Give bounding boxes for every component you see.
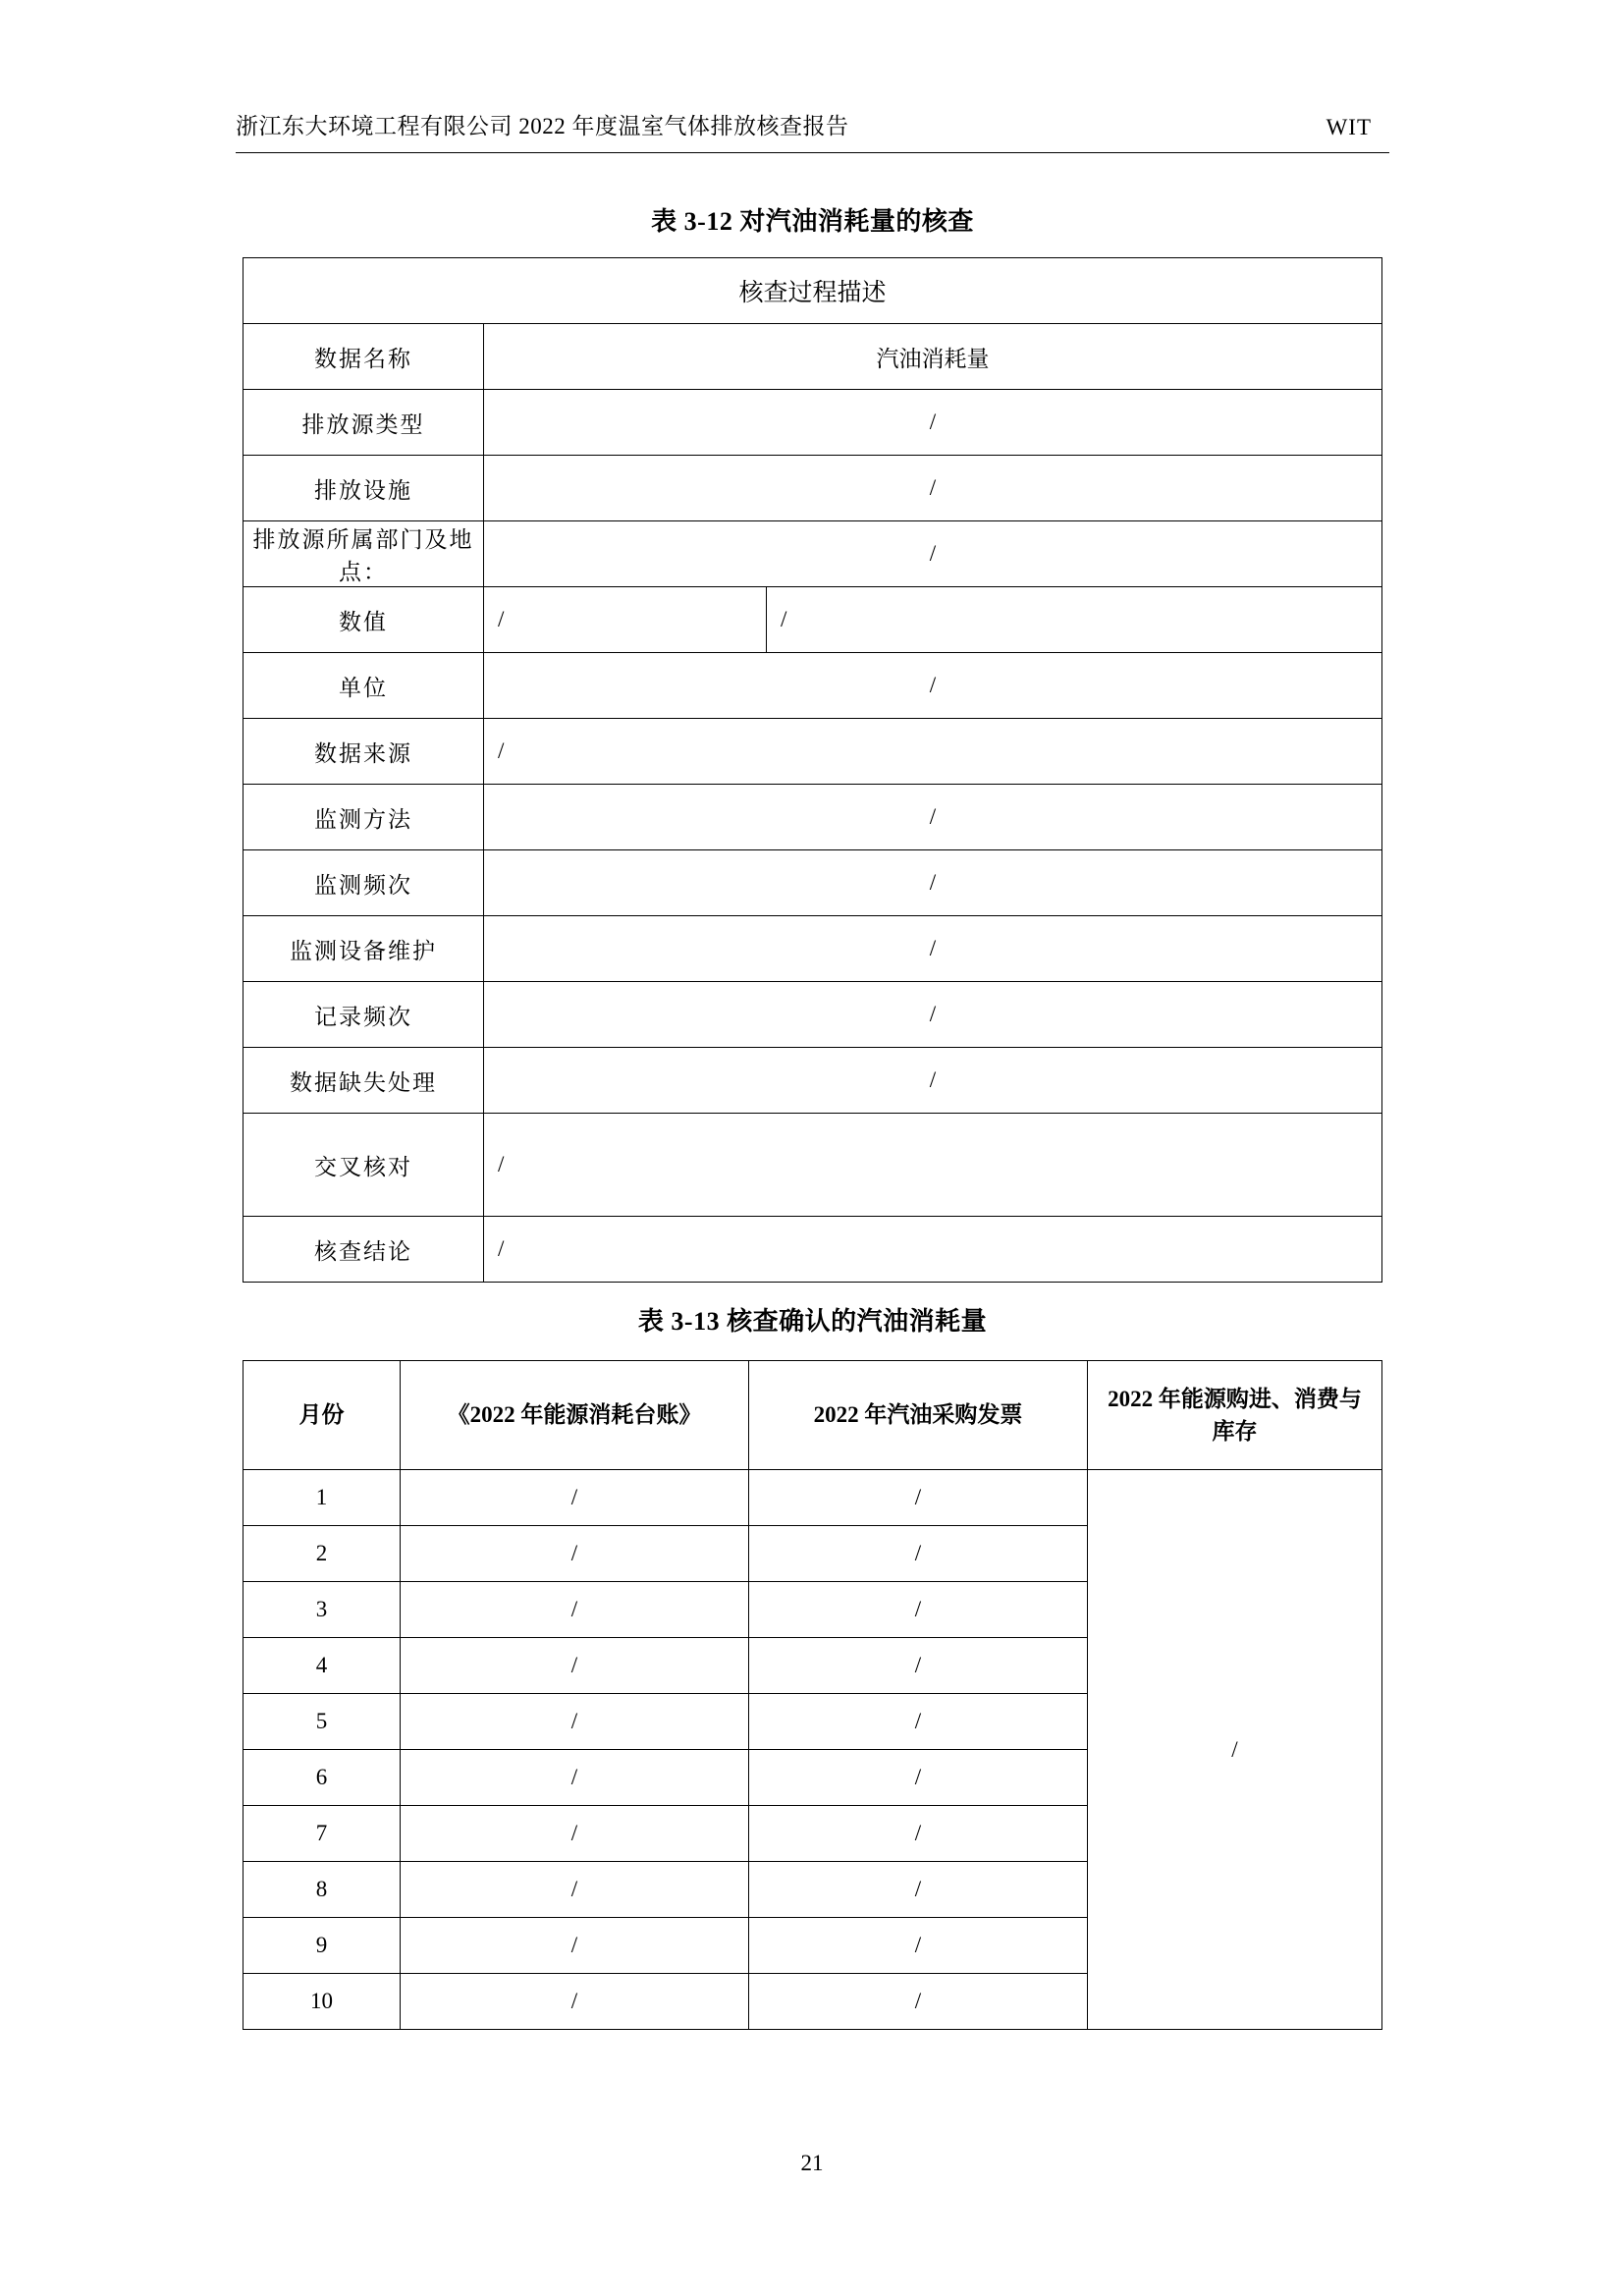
row-value-b: / (767, 587, 1382, 653)
cell-month: 9 (244, 1918, 401, 1974)
cell-invoice: / (749, 1750, 1088, 1806)
cell-invoice: / (749, 1918, 1088, 1974)
cell-month: 2 (244, 1526, 401, 1582)
row-value: / (484, 1114, 1382, 1217)
row-value: / (484, 785, 1382, 850)
row-label: 单位 (244, 653, 484, 719)
cell-month: 5 (244, 1694, 401, 1750)
row-label: 监测方法 (244, 785, 484, 850)
column-header-inventory: 2022 年能源购进、消费与库存 (1088, 1361, 1382, 1470)
row-value: / (484, 916, 1382, 982)
cell-ledger: / (401, 1470, 749, 1526)
table-row (244, 1048, 1382, 1114)
row-label: 记录频次 (244, 982, 484, 1048)
cell-invoice: / (749, 1638, 1088, 1694)
cell-invoice: / (749, 1862, 1088, 1918)
cell-inventory-merged: / (1088, 1470, 1382, 2030)
table-row (244, 719, 1382, 785)
row-label: 排放源所属部门及地点： (244, 521, 484, 587)
cell-ledger: / (401, 1974, 749, 2030)
table-row (244, 653, 1382, 719)
header-logo-text: WIT (1326, 115, 1372, 139)
header-title: 浙江东大环境工程有限公司 2022 年度温室气体排放核查报告 (236, 114, 849, 138)
row-label: 数据名称 (244, 324, 484, 390)
cell-ledger: / (401, 1918, 749, 1974)
row-label: 数值 (244, 587, 484, 653)
row-value: / (484, 1048, 1382, 1114)
row-value: 汽油消耗量 (484, 324, 1382, 390)
cell-invoice: / (749, 1526, 1088, 1582)
cell-ledger: / (401, 1694, 749, 1750)
row-value: / (484, 456, 1382, 521)
row-value: / (484, 982, 1382, 1048)
cell-ledger: / (401, 1638, 749, 1694)
table-2-caption: 表 3-13 核查确认的汽油消耗量 (637, 1307, 988, 1336)
table-row (244, 916, 1382, 982)
row-label: 排放设施 (244, 456, 484, 521)
cell-ledger: / (401, 1750, 749, 1806)
cell-invoice: / (749, 1806, 1088, 1862)
row-label: 排放源类型 (244, 390, 484, 456)
table-row (244, 982, 1382, 1048)
cell-invoice: / (749, 1582, 1088, 1638)
table-row (244, 1217, 1382, 1283)
cell-invoice: / (749, 1470, 1088, 1526)
page-header (236, 108, 1389, 153)
row-value: / (484, 1217, 1382, 1283)
gasoline-consumption-table (243, 1360, 1382, 2030)
cell-month: 7 (244, 1806, 401, 1862)
cell-ledger: / (401, 1526, 749, 1582)
cell-month: 10 (244, 1974, 401, 2030)
cell-ledger: / (401, 1862, 749, 1918)
column-header-ledger: 《2022 年能源消耗台账》 (401, 1361, 749, 1470)
row-value: / (484, 850, 1382, 916)
row-value: / (484, 521, 1382, 587)
cell-month: 1 (244, 1470, 401, 1526)
verification-process-table (243, 257, 1382, 1283)
row-label: 监测设备维护 (244, 916, 484, 982)
row-label: 核查结论 (244, 1217, 484, 1283)
row-value: / (484, 390, 1382, 456)
section-header-cell: 核查过程描述 (244, 258, 1382, 324)
table-row (244, 390, 1382, 456)
table-row (244, 587, 1382, 653)
page-number: 21 (800, 2151, 824, 2175)
column-header-month: 月份 (244, 1361, 401, 1470)
row-value-a: / (484, 587, 767, 653)
cell-month: 8 (244, 1862, 401, 1918)
table-row (244, 1114, 1382, 1217)
table-row (244, 785, 1382, 850)
cell-ledger: / (401, 1806, 749, 1862)
cell-month: 6 (244, 1750, 401, 1806)
column-header-invoice: 2022 年汽油采购发票 (749, 1361, 1088, 1470)
table-row (244, 850, 1382, 916)
cell-month: 3 (244, 1582, 401, 1638)
cell-invoice: / (749, 1974, 1088, 2030)
cell-ledger: / (401, 1582, 749, 1638)
row-label: 交叉核对 (244, 1114, 484, 1217)
table-1-caption: 表 3-12 对汽油消耗量的核查 (651, 207, 974, 236)
cell-month: 4 (244, 1638, 401, 1694)
row-label: 监测频次 (244, 850, 484, 916)
table-row (244, 456, 1382, 521)
row-label: 数据来源 (244, 719, 484, 785)
table-header-row (244, 1361, 1382, 1470)
table-row (244, 1470, 1382, 1526)
row-value: / (484, 653, 1382, 719)
cell-invoice: / (749, 1694, 1088, 1750)
row-label: 数据缺失处理 (244, 1048, 484, 1114)
table-row (244, 521, 1382, 587)
table-1-section-header-row (244, 258, 1382, 324)
table-row (244, 324, 1382, 390)
row-value: / (484, 719, 1382, 785)
